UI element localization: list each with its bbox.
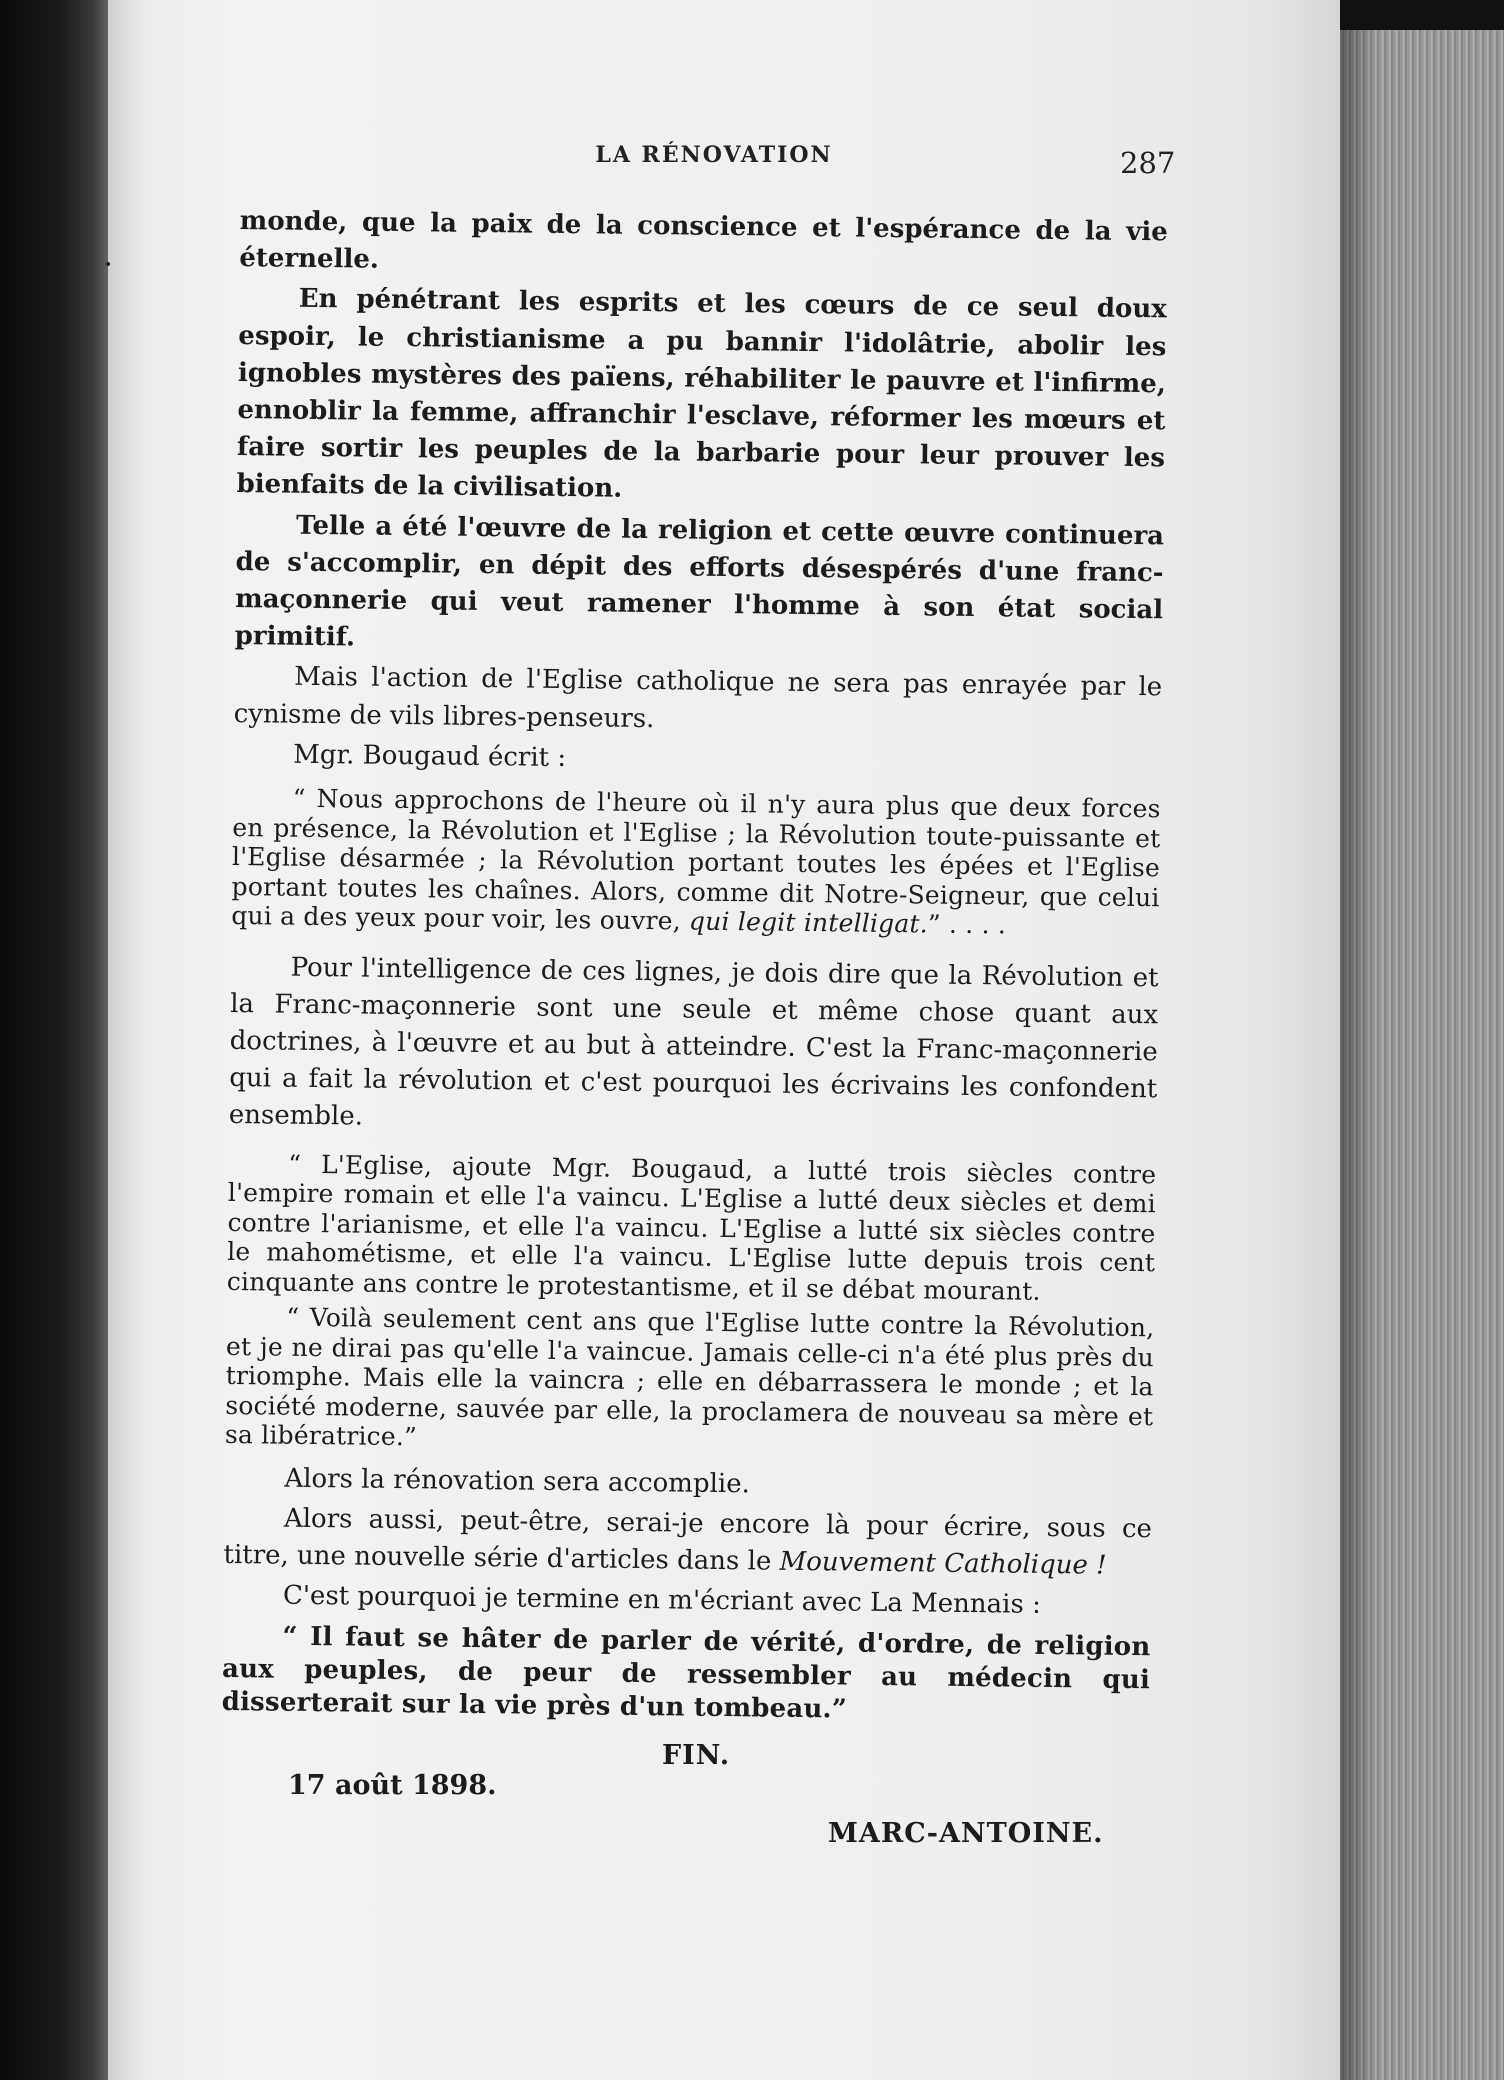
speck [106, 262, 110, 266]
paragraph-continued: monde, que la paix de la conscience et l'espérance de la vie éternelle. [239, 205, 1168, 275]
paragraph: Mgr. Bougaud écrit : [293, 739, 567, 773]
journal-title: Mouvement Catholique ! [779, 1546, 1107, 1581]
dateline: 17 août 1898. [288, 1770, 497, 1801]
paragraph: C'est pourquoi je termine en m'écriant avec La Mennais : [282, 1580, 1042, 1621]
page-body [221, 203, 1168, 1741]
block-quote: “ Il faut se hâter de parler de vérité, d'ordre, de religion aux peuples, de peur de ressembler au médecin qui disserterait sur la vie près d'un tombeau.” [221, 1622, 1151, 1725]
paragraph: En pénétrant les esprits et les cœurs de ce seul doux espoir, le christianisme a pu bannir l'idolâtrie, abolir les ignobles mystères des païens, réhabiliter le pauvre et l'infirme, ennoblir la femme, affranchir l'esclave, réformer les mœurs et faire sortir les peuples de la barbarie pour leur prouver les bienfaits de la civilisation. [236, 284, 1167, 505]
block-quote: “ L'Eglise, ajoute Mgr. Bougaud, a lutté trois siècles contre l'empire romain et elle l'a vaincu. L'Eglise a lutté deux siècles et demi contre l'arianisme, et elle l'a vaincu. L'Eglise a lutté six siècles contre le mahométisme, et elle l'a vaincu. L'Eglise lutte depuis trois cent cinquante ans contre le protestantisme, et il se débat mourant. [226, 1149, 1157, 1306]
page-stack-shadow [1338, 30, 1378, 2080]
left-page-margin [0, 0, 110, 2080]
running-head: LA RÉNOVATION [595, 142, 833, 168]
author-signature: MARC-ANTOINE. [828, 1818, 1104, 1849]
paragraph-text: Alors aussi, peut-être, serai-je encore là pour écrire, sous ce titre, une nouvelle série d'articles dans le [223, 1503, 1153, 1577]
paragraph: Mais l'action de l'Eglise catholique ne sera pas enrayée par le cynisme de vils libres-penseurs. [233, 662, 1163, 734]
paragraph: Alors la rénovation sera accomplie. [284, 1463, 751, 1499]
paragraph [223, 1500, 1152, 1586]
block-quote [231, 783, 1161, 942]
page-number: 287 [1120, 146, 1176, 180]
end-marker: FIN. [662, 1740, 731, 1771]
quote-text: “ Nous approchons de l'heure où il n'y aura plus que deux forces en présence, la Révolution et l'Eglise ; la Révolution toute-puissante et l'Eglise désarmée ; la Révolution portant toutes les épées et l'Eglise portant toutes les chaînes. Alors, comme dit Notre-Seigneur, que celui qui a des yeux pour voir, les ouvre, [231, 783, 1161, 936]
paragraph: Pour l'intelligence de ces lignes, je dois dire que la Révolution et la Franc-maçonnerie sont une seule et même chose quant aux doctrines, à l'œuvre et au but à atteindre. C'est la Franc-maçonnerie qui a fait la révolution et c'est pourquoi les écrivains les confondent ensemble. [228, 952, 1159, 1132]
latin-phrase: qui legit intelligat. [688, 906, 929, 939]
quote-tail: ” . . . . [927, 909, 1007, 940]
block-quote: “ Voilà seulement cent ans que l'Eglise lutte contre la Révolution, et je ne dirai pas qu'elle l'a vaincue. Jamais celle-ci n'a été plus près du triomphe. Mais elle la vaincra ; elle en débarrassera le monde ; et la société moderne, sauvée par elle, la proclamera de nouveau sa mère et sa libératrice.” [224, 1302, 1155, 1452]
paragraph: Telle a été l'œuvre de la religion et cette œuvre continuera de s'accomplir, en dépit des efforts désespérés d'une franc-maçonnerie qui veut ramener l'homme à son état social primitif. [234, 510, 1165, 653]
